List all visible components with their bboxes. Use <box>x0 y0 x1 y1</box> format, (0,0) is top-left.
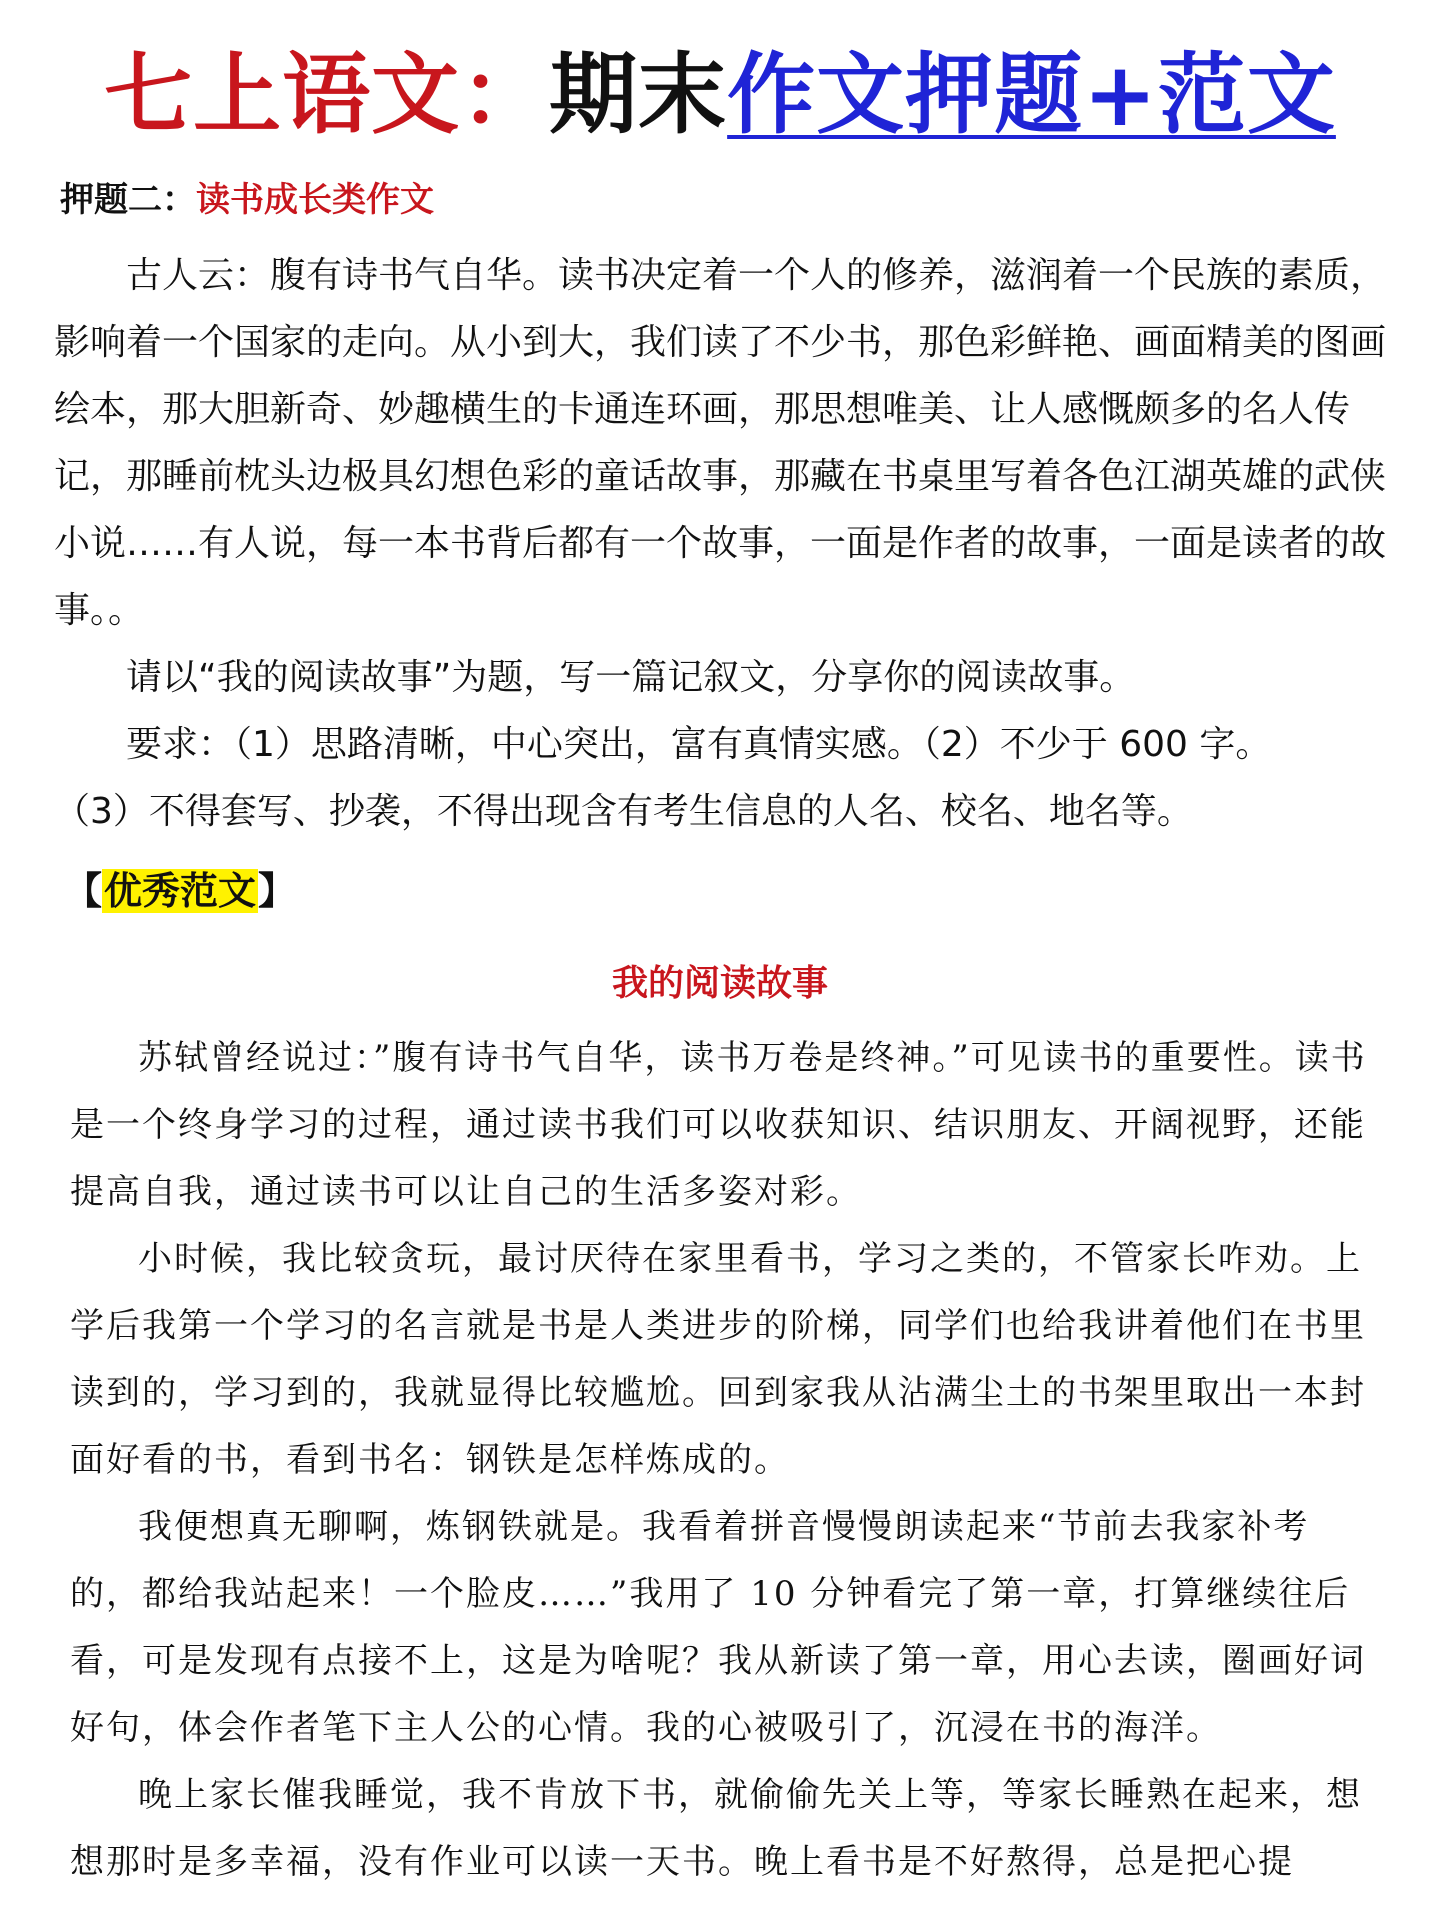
prompt-body <box>40 242 1400 845</box>
essay-paragraph: 晚上家长催我睡觉，我不肯放下书，就偷偷先关上等，等家长睡熟在起来，想想那时是多幸福，没有作业可以读一天书。晚上看书是不好熬得，总是把心提 <box>70 1775 1362 1882</box>
title-topic: 作文押题+范文 <box>727 43 1336 146</box>
prompt-heading <box>60 176 1400 224</box>
prompt-heading-label: 押题二： <box>60 180 196 220</box>
prompt-requirements-2: （3）不得套写、抄袭，不得出现含有考生信息的人名、校名、地名等。 <box>54 791 1193 832</box>
essay-body <box>40 1025 1400 1896</box>
model-essay-label <box>64 861 1400 921</box>
bracket-close: 】 <box>258 869 297 913</box>
prompt-intro: 古人云：腹有诗书气自华。读书决定着一个人的修养，滋润着一个民族的素质，影响着一个国家的走向。从小到大，我们读了不少书，那色彩鲜艳、画面精美的图画绘本，那大胆新奇、妙趣横生的卡通连环画，那思想唯美、让人感慨颇多的名人传记，那睡前枕头边极具幻想色彩的童话故事，那藏在书桌里写着各色江湖英雄的武侠小说……有人说，每一本书背后都有一个故事，一面是作者的故事，一面是读者的故事。。 <box>54 255 1387 631</box>
title-subject: 七上语文： <box>104 43 550 146</box>
prompt-heading-topic: 读书成长类作文 <box>196 180 434 220</box>
essay-paragraph: 苏轼曾经说过：”腹有诗书气自华，读书万卷是终神。”可见读书的重要性。读书是一个终身学习的过程，通过读书我们可以收获知识、结识朋友、开阔视野，还能提高自我，通过读书可以让自己的生活多姿对彩。 <box>70 1038 1367 1212</box>
title-term: 期末 <box>549 43 728 146</box>
prompt-requirements-1: 要求：（1）思路清晰，中心突出，富有真情实感。（2）不少于 600 字。 <box>126 724 1272 765</box>
prompt-task: 请以“我的阅读故事”为题，写一篇记叙文，分享你的阅读故事。 <box>126 657 1136 698</box>
page-title <box>40 0 1400 150</box>
essay-paragraph: 我便想真无聊啊，炼钢铁就是。我看着拼音慢慢朗读起来“节前去我家补考的，都给我站起来！一个脸皮……”我用了 10 分钟看完了第一章，打算继续往后看，可是发现有点接不上，这是为啥呢？我从新读了第一章，用心去读，圈画好词好句，体会作者笔下主人公的心情。我的心被吸引了，沉浸在书的海洋。 <box>70 1507 1366 1748</box>
essay-paragraph: 小时候，我比较贪玩，最讨厌待在家里看书，学习之类的，不管家长咋劝。上学后我第一个学习的名言就是书是人类进步的阶梯，同学们也给我讲着他们在书里读到的，学习到的，我就显得比较尴尬。回到家我从沾满尘土的书架里取出一本封面好看的书，看到书名：钢铁是怎样炼成的。 <box>70 1239 1366 1480</box>
bracket-open: 【 <box>64 869 103 913</box>
model-essay-label-text: 优秀范文 <box>104 869 257 913</box>
essay-title: 我的阅读故事 <box>611 962 828 1004</box>
